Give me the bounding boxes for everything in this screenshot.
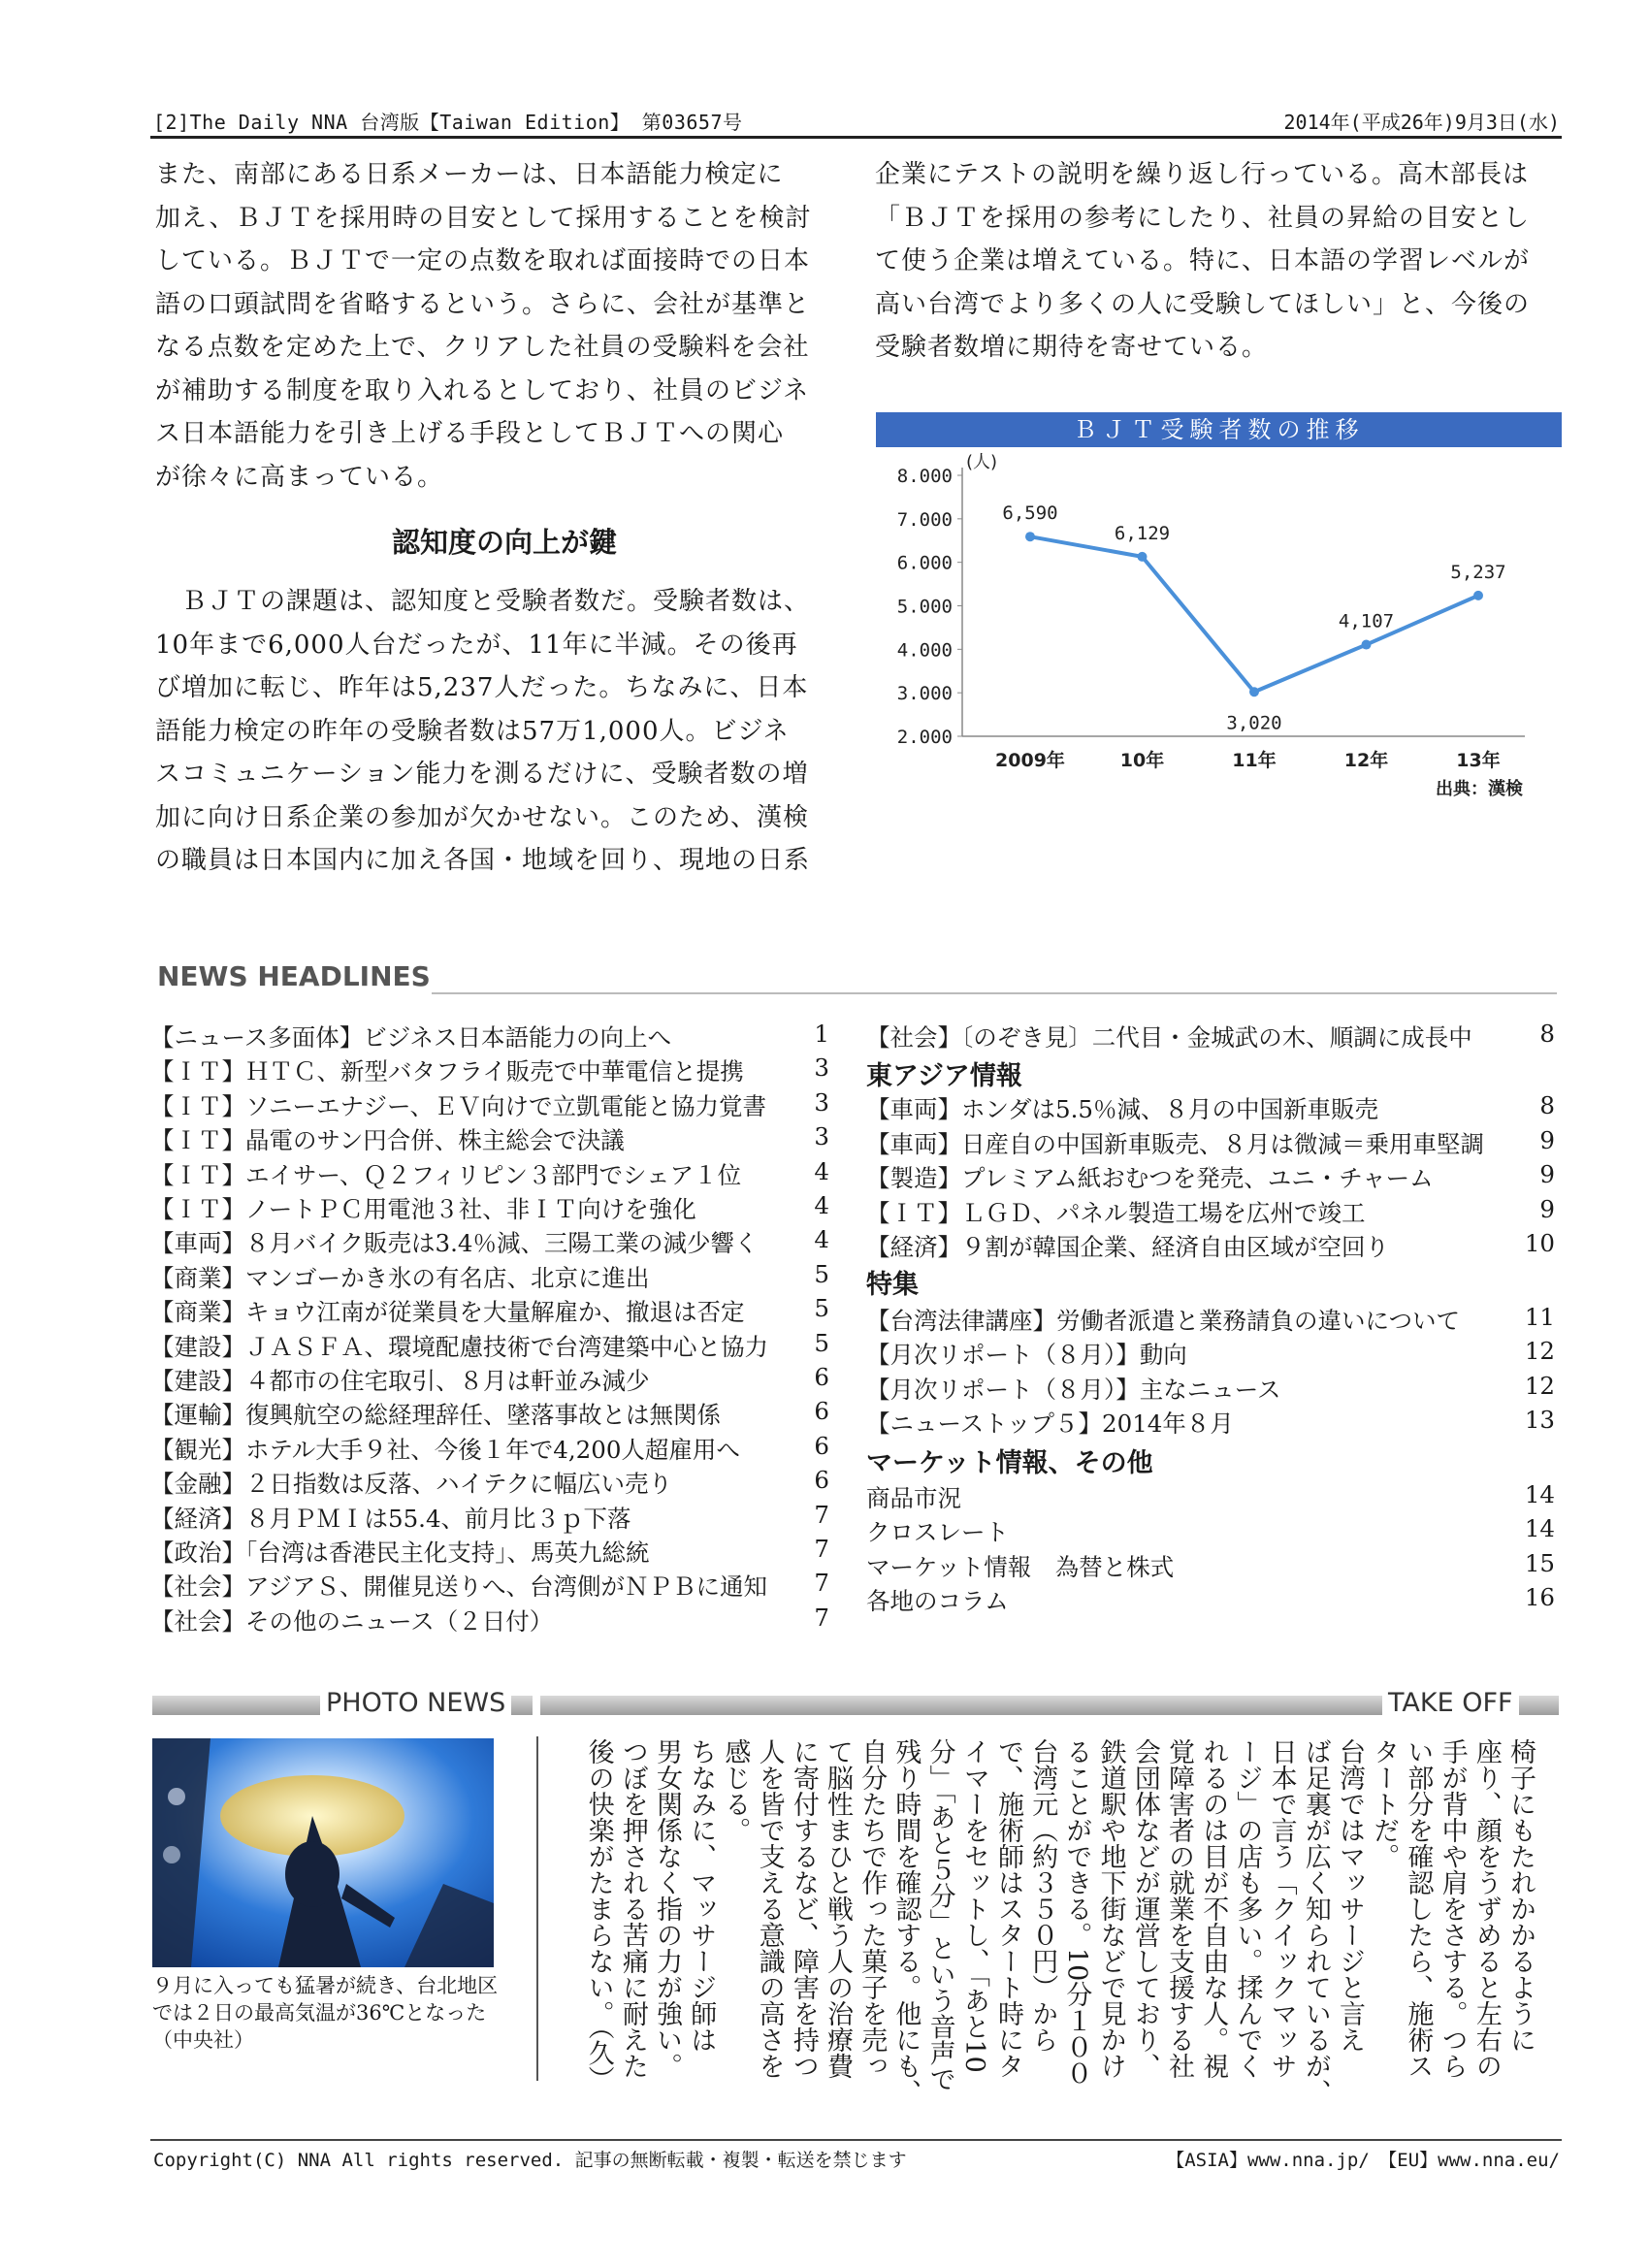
take-off-line: れるのは目が不自由な人。視 (1198, 1738, 1229, 2079)
data-point (1362, 640, 1372, 650)
headline-page-number: 4 (814, 1191, 829, 1219)
headline-text: 【ニューストップ５】2014年８月 (866, 1409, 1234, 1439)
headline-page-number: 16 (1524, 1583, 1555, 1612)
data-label: 6,129 (1114, 522, 1171, 544)
take-off-line: イマーをセットし、「あと10 (958, 1738, 989, 2073)
take-off-line: で、施術師はスタート時にタ (993, 1738, 1023, 2079)
take-off-line: 自分たちで作った菓子を売っ (857, 1738, 888, 2079)
data-point (1249, 687, 1259, 697)
take-off-line: 台湾ではマッサージと言え (1335, 1738, 1365, 2053)
headline-page-number: 7 (814, 1500, 829, 1529)
headline-text: 【建設】４都市の住宅取引、８月は軒並み減少 (150, 1367, 650, 1395)
headline-text: 【ＩＴ】ソニーエナジー、ＥＶ向けで立凱電能と協力覚書 (150, 1091, 767, 1120)
headline-page-number: 4 (814, 1225, 829, 1254)
headline-page-number: 8 (1539, 1020, 1555, 1048)
take-off-line: 鉄道駅や地下街などで見かけ (1095, 1738, 1126, 2079)
column-divider (536, 1736, 538, 2081)
data-label: 6,590 (1002, 502, 1058, 525)
headline-text: 【社会】その他のニュース（２日付） (150, 1606, 554, 1636)
y-tick-label: 3.000 (896, 683, 953, 705)
data-point (1138, 552, 1148, 562)
article-subhead: 認知度の向上が鍵 (391, 526, 617, 559)
headline-text: 【社会】アジアＳ、開催見送りへ、台湾側がＮＰＢに通知 (150, 1572, 768, 1602)
take-off-line: 座り、顔をうずめると左右の (1471, 1738, 1502, 2079)
headline-page-number: 4 (814, 1156, 829, 1185)
headline-page-number: 13 (1524, 1406, 1555, 1435)
headline-text: 【社会】〔のぞき見〕二代目・金城武の木、順調に成長中 (866, 1023, 1472, 1052)
headline-page-number: 11 (1524, 1303, 1555, 1331)
headline-page-number: 6 (814, 1363, 829, 1391)
take-off-line: ージ」の店も多い。揉んでく (1232, 1738, 1263, 2079)
headline-text: 【ＩＴ】晶電のサン円合併、株主総会で決議 (150, 1126, 625, 1155)
headline-page-number: 12 (1524, 1337, 1555, 1366)
take-off-line: て脳性まひと戦う人の治療費 (823, 1738, 853, 2079)
footer-rule (150, 2139, 1562, 2141)
headline-page-number: 9 (1539, 1125, 1555, 1154)
y-tick-label: 5.000 (896, 596, 953, 618)
y-tick-label: 7.000 (896, 508, 953, 531)
series-line (1030, 536, 1478, 692)
take-off-line: 覚障害者の就業を支援する社 (1164, 1738, 1194, 2079)
headline-text: 【経済】９割が韓国企業、経済自由区域が空回り (866, 1233, 1389, 1262)
headline-text: 【月次リポート（８月）】動向 (866, 1341, 1187, 1370)
headline-text: 【ニュース多面体】ビジネス日本語能力の向上へ (150, 1023, 672, 1052)
headline-page-number: 14 (1524, 1480, 1555, 1508)
headline-text: 【政治】「台湾は香港民主化支持」、馬英九総統 (150, 1539, 650, 1567)
y-axis-unit: (人) (966, 452, 998, 472)
article-paragraph-3: 企業にテストの説明を繰り返し行っている。高木部長は 「ＢＪＴを採用の参考にしたり、社員の昇給の目安とし て使う企業は増えている。特に、日本語の学習レベルが 高い台湾でより多くの人に受験してほしい」と、今後の 受験者数増に期待を寄せている。 (875, 160, 1531, 362)
headline-text: マーケット情報 為替と株式 (866, 1552, 1175, 1581)
headline-page-number: 3 (814, 1122, 829, 1151)
take-off-label: TAKE OFF (1382, 1688, 1519, 1718)
data-label: 3,020 (1226, 712, 1282, 734)
headline-page-number: 5 (814, 1294, 829, 1323)
headline-text: 【運輸】復興航空の総経理辞任、墜落事故とは無関係 (150, 1401, 721, 1430)
take-off-line: 感じる。 (720, 1738, 751, 1843)
headline-text: クロスレート (866, 1518, 1009, 1547)
headline-text: 【商業】マンゴーかき氷の有名店、北京に進出 (150, 1263, 650, 1292)
news-headlines-rule (432, 992, 1557, 994)
headline-text: 【金融】２日指数は反落、ハイテクに幅広い売り (150, 1470, 673, 1499)
site-links: 【ASIA】www.nna.jp/ 【EU】www.nna.eu/ (1166, 2150, 1560, 2171)
headline-page-number: 6 (814, 1431, 829, 1460)
take-off-line: 男女関係なく指の力が強い。 (652, 1738, 682, 2079)
headline-page-number: 5 (814, 1259, 829, 1288)
photo-news-label: PHOTO NEWS (320, 1688, 511, 1718)
headline-page-number: 3 (814, 1087, 829, 1117)
y-tick-label: 4.000 (896, 639, 953, 662)
headline-page-number: 12 (1524, 1371, 1555, 1400)
take-off-line: 手が背中や肩をさする。つら (1437, 1738, 1468, 2079)
headline-text: 各地のコラム (866, 1587, 1009, 1616)
x-tick-label: 2009年 (995, 750, 1065, 771)
header-rule (150, 136, 1562, 139)
headline-text: 【ＩＴ】ノートＰＣ用電池３社、非ＩＴ向けを強化 (150, 1195, 696, 1223)
take-off-line: ちなみに、マッサージ師は (686, 1738, 717, 2053)
headline-page-number: 7 (814, 1569, 829, 1598)
headline-page-number: 1 (814, 1020, 829, 1048)
take-off-line: 後の快楽がたまらない。（久） (583, 1738, 614, 2092)
x-tick-label: 11年 (1232, 750, 1277, 771)
data-label: 4,107 (1338, 610, 1395, 632)
headline-text: 【ＩＴ】ＨＴＣ、新型バタフライ販売で中華電信と提携 (150, 1057, 744, 1086)
headline-page-number: 15 (1524, 1548, 1555, 1577)
headline-text: 商品市況 (866, 1484, 961, 1512)
headline-text: 【月次リポート（８月）】主なニュース (866, 1375, 1281, 1404)
headline-page-number: 7 (814, 1603, 829, 1632)
article-paragraph-2: ＢＪＴの課題は、認知度と受験者数だ。受験者数は、 10年まで6,000人台だったが、11年に半減。その後再 び増加に転じ、昨年は5,237人だった。ちなみに、日本 語能力検定の昨年の受験者数は57万1,000人。ビジネ スコミュニケーション能力を測るだけに、受験者数の増 加に向け日系企業の参加が欠かせない。このため、漢検 の職員は日本国内に加え各国・地域を回り、現地の日系 (155, 587, 811, 875)
headline-page-number: 6 (814, 1466, 829, 1495)
headline-page-number: 6 (814, 1397, 829, 1426)
take-off-line: 残り時間を確認する。他にも、 (890, 1738, 922, 2105)
take-off-line: 台湾元（約３５０円）から (1027, 1738, 1058, 2053)
take-off-line: ば足裏が広く知られているが、 (1300, 1738, 1331, 2105)
take-off-line: 分」「あと５分」という音声で (924, 1738, 955, 2092)
headline-page-number: 8 (1539, 1091, 1555, 1119)
take-off-line: タートだ。 (1369, 1738, 1400, 1869)
headline-text: 【製造】プレミアム紙おむつを発売、ユニ・チャーム (866, 1164, 1434, 1193)
headline-text: 【ＩＴ】エイサー、Ｑ２フィリピン３部門でシェア１位 (150, 1160, 742, 1189)
data-point (1473, 591, 1483, 600)
data-label: 5,237 (1450, 561, 1506, 583)
headline-text: 【車両】８月バイク販売は3.4％減、三陽工業の減少響く (150, 1229, 759, 1258)
headline-page-number: 7 (814, 1535, 829, 1563)
x-tick-label: 13年 (1456, 750, 1501, 771)
headline-text: 【経済】８月ＰＭＩは55.4、前月比３ｐ下落 (150, 1504, 631, 1533)
headline-text: 【商業】キョウ江南が従業員を大量解雇か、撤退は否定 (150, 1298, 745, 1327)
take-off-line: 日本で言う「クイックマッサ (1266, 1738, 1297, 2079)
section-feature: 特集 (866, 1270, 919, 1300)
section-market: マーケット情報、その他 (866, 1448, 1153, 1478)
data-point (1025, 532, 1035, 541)
y-tick-label: 6.000 (896, 552, 953, 574)
headline-page-number: 5 (814, 1328, 829, 1357)
take-off-line: に寄付するなど、障害を持つ (788, 1738, 819, 2079)
headline-page-number: 9 (1539, 1194, 1555, 1223)
take-off-column (572, 1738, 1542, 2105)
chart-title: ＢＪＴ受験者数の推移 (876, 412, 1562, 447)
headline-text: 【観光】ホテル大手９社、今後１年で4,200人超雇用へ (150, 1435, 740, 1464)
headline-text: 【建設】ＪＡＳＦＡ、環境配慮技術で台湾建築中心と協力 (150, 1332, 768, 1361)
x-tick-label: 10年 (1119, 750, 1165, 771)
take-off-line: 会団体などが運営しており、 (1129, 1738, 1160, 2079)
copyright-notice: Copyright(C) NNA All rights reserved. 記事の無断転載・複製・転送を禁じます (153, 2150, 907, 2171)
take-off-line: 人を皆で支える意識の高さを (754, 1738, 785, 2079)
article-paragraph-1: また、南部にある日系メーカーは、日本語能力検定に 加え、ＢＪＴを採用時の目安として採用することを検討 している。ＢＪＴで一定の点数を取れば面接時での日本 語の口頭試問を省略するという。さらに、会社が基準と なる点数を定めた上で、クリアした社員の受験料を会社 が補助する制度を取り入れるとしており、社員のビジネ ス日本語能力を引き上げる手段としてＢＪＴへの関心 が徐々に高まっている。 (155, 160, 812, 492)
masthead-left: [2]The Daily NNA 台湾版【Taiwan Edition】 第03657号 (153, 111, 743, 134)
headline-page-number: 10 (1524, 1229, 1555, 1258)
chart-source: 出典：漢検 (1436, 779, 1523, 799)
headline-text: 【車両】日産自の中国新車販売、８月は微減＝乗用車堅調 (866, 1129, 1484, 1158)
take-off-line: ることができる。10分１００ (1061, 1738, 1092, 2087)
x-tick-label: 12年 (1343, 750, 1389, 771)
issue-date: 2014年(平成26年)9月3日(水) (1283, 111, 1560, 134)
headline-page-number: 14 (1524, 1514, 1555, 1543)
photo-caption: ９月に入っても猛暑が続き、台北地区では２日の最高気温が36℃となった（中央社） (152, 1974, 499, 2052)
headline-text: 【ＩＴ】ＬＧＤ、パネル製造工場を広州で竣工 (866, 1198, 1366, 1227)
y-tick-label: 8.000 (896, 466, 953, 487)
section-east-asia: 東アジア情報 (866, 1061, 1022, 1091)
headline-page-number: 9 (1539, 1160, 1555, 1189)
y-tick-label: 2.000 (896, 727, 953, 748)
take-off-line: い部分を確認したら、施術ス (1403, 1738, 1434, 2079)
bjt-line-chart (873, 448, 1562, 817)
headline-text: 【車両】ホンダは5.5％減、８月の中国新車販売 (866, 1095, 1378, 1123)
take-off-line: つぼを押される苦痛に耐えた (617, 1738, 648, 2079)
photo-parasol-heat (152, 1738, 494, 1967)
headline-text: 【台湾法律講座】労働者派遣と業務請負の違いについて (866, 1307, 1461, 1335)
headline-page-number: 3 (814, 1053, 829, 1083)
news-headlines-title: NEWS HEADLINES (157, 960, 431, 992)
take-off-line: 椅子にもたれかかるように (1505, 1738, 1536, 2053)
